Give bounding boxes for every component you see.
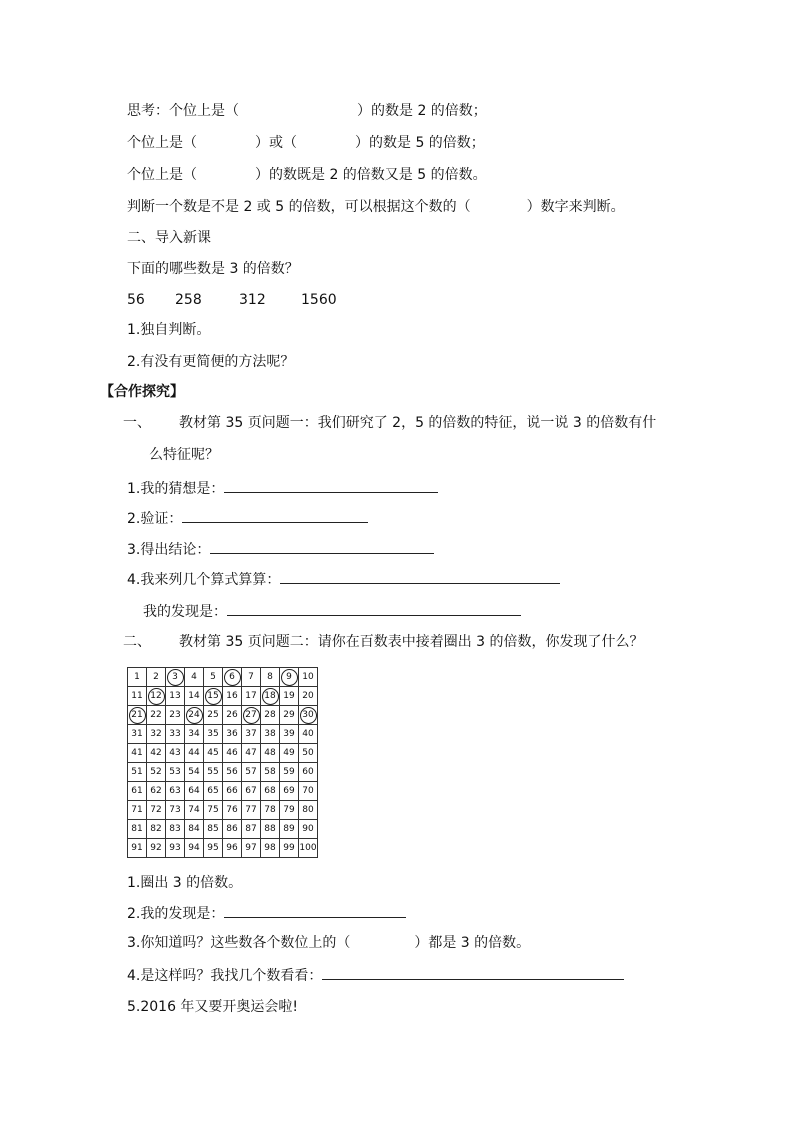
think-line-1 [127, 101, 487, 121]
grid-cell[interactable] [204, 687, 223, 706]
answer-line[interactable] [224, 903, 406, 918]
grid-cell[interactable] [223, 668, 242, 687]
grid-number: 59 [283, 767, 295, 777]
grid-number: 71 [131, 805, 143, 815]
section-title-explore: 【合作探究】 [100, 384, 184, 400]
grid-number: 51 [131, 767, 143, 777]
grid-cell[interactable] [242, 744, 261, 763]
grid-cell[interactable] [166, 820, 185, 839]
grid-number: 26 [226, 710, 238, 720]
grid-cell[interactable] [223, 706, 242, 725]
question-2-label: 2.验证： [127, 511, 183, 527]
answer-line[interactable] [224, 478, 438, 493]
grid-cell[interactable] [261, 706, 280, 725]
grid-number: 80 [302, 805, 314, 815]
grid-number: 87 [245, 824, 257, 834]
grid-number: 8 [267, 672, 273, 682]
grid-cell[interactable] [185, 763, 204, 782]
grid-number: 55 [207, 767, 219, 777]
grid-row [128, 725, 318, 744]
problem-1 [123, 413, 656, 433]
think-line-4 [127, 197, 625, 217]
grid-row [128, 801, 318, 820]
number-item: 1560 [301, 292, 337, 308]
grid-cell[interactable] [242, 763, 261, 782]
grid-cell[interactable] [223, 801, 242, 820]
circled-number: 21 [129, 707, 146, 724]
think-line-2 [127, 133, 485, 153]
grid-cell[interactable] [280, 725, 299, 744]
grid-cell[interactable] [166, 782, 185, 801]
grid-cell[interactable] [147, 725, 166, 744]
grid-number: 70 [302, 786, 314, 796]
grid-cell[interactable] [166, 725, 185, 744]
grid-cell[interactable] [147, 782, 166, 801]
number-list [127, 290, 337, 310]
grid-number: 89 [283, 824, 295, 834]
grid-number: 2 [153, 672, 159, 682]
grid-number: 46 [226, 748, 238, 758]
grid-cell[interactable] [242, 839, 261, 858]
question-4b-label: 我的发现是： [143, 604, 227, 620]
grid-cell[interactable] [128, 687, 147, 706]
grid-row [128, 668, 318, 687]
circled-number: 18 [262, 688, 279, 705]
grid-number: 86 [226, 824, 238, 834]
circled-number: 12 [148, 688, 165, 705]
grid-cell[interactable] [261, 763, 280, 782]
grid-number: 81 [131, 824, 143, 834]
grid-number: 14 [188, 691, 200, 701]
grid-number: 88 [264, 824, 276, 834]
question-4 [127, 569, 560, 590]
grid-cell[interactable] [242, 706, 261, 725]
grid-cell[interactable] [204, 801, 223, 820]
grid-cell[interactable] [242, 820, 261, 839]
grid-cell[interactable] [280, 744, 299, 763]
grid-number: 37 [245, 729, 257, 739]
answer-line[interactable] [182, 508, 368, 523]
grid-cell[interactable] [204, 782, 223, 801]
question-4b [143, 601, 521, 622]
grid-row [128, 744, 318, 763]
grid-cell[interactable] [185, 687, 204, 706]
grid-number: 4 [191, 672, 197, 682]
think-line-3-pre: 个位上是（ [127, 167, 197, 183]
grid-number: 36 [226, 729, 238, 739]
grid-cell[interactable] [280, 801, 299, 820]
grid-number: 84 [188, 824, 200, 834]
grid-number: 65 [207, 786, 219, 796]
grid-number: 16 [226, 691, 238, 701]
grid-number: 45 [207, 748, 219, 758]
think-line-2-pre: 个位上是（ [127, 135, 197, 151]
grid-cell[interactable] [166, 839, 185, 858]
grid-cell[interactable] [185, 801, 204, 820]
think-line-2-mid: ）或（ [255, 135, 297, 151]
grid-number: 100 [299, 843, 317, 853]
answer-line[interactable] [227, 601, 521, 616]
grid-cell[interactable] [280, 687, 299, 706]
grid-cell[interactable] [261, 744, 280, 763]
grid-cell[interactable] [280, 706, 299, 725]
grid-cell[interactable] [147, 801, 166, 820]
grid-cell[interactable] [299, 839, 318, 858]
grid-number: 95 [207, 843, 219, 853]
intro-step-1: 1.独自判断。 [127, 322, 211, 338]
grid-cell[interactable] [299, 782, 318, 801]
grid-number: 25 [207, 710, 219, 720]
circled-number: 15 [205, 688, 222, 705]
grid-number: 76 [226, 805, 238, 815]
grid-cell[interactable] [166, 744, 185, 763]
result-4 [127, 965, 624, 986]
grid-row [128, 839, 318, 858]
grid-number: 63 [169, 786, 181, 796]
think-line-3-post: ）的数既是 2 的倍数又是 5 的倍数。 [255, 167, 487, 183]
grid-cell[interactable] [147, 763, 166, 782]
grid-number: 43 [169, 748, 181, 758]
grid-cell[interactable] [204, 725, 223, 744]
grid-number: 22 [150, 710, 162, 720]
grid-cell[interactable] [299, 763, 318, 782]
grid-number: 54 [188, 767, 200, 777]
grid-number: 66 [226, 786, 238, 796]
grid-cell[interactable] [185, 725, 204, 744]
grid-number: 5 [210, 672, 216, 682]
think-line-2-post: ）的数是 5 的倍数； [355, 135, 485, 151]
grid-cell[interactable] [280, 820, 299, 839]
problem-2-number: 二、 [123, 634, 151, 650]
grid-number: 10 [302, 672, 314, 682]
circled-number: 30 [300, 707, 317, 724]
grid-cell[interactable] [128, 744, 147, 763]
grid-number: 49 [283, 748, 295, 758]
grid-cell[interactable] [261, 782, 280, 801]
grid-cell[interactable] [261, 839, 280, 858]
grid-cell[interactable] [242, 801, 261, 820]
grid-cell[interactable] [147, 687, 166, 706]
grid-row [128, 687, 318, 706]
grid-number: 48 [264, 748, 276, 758]
grid-number: 23 [169, 710, 181, 720]
grid-cell[interactable] [242, 725, 261, 744]
grid-cell[interactable] [242, 668, 261, 687]
grid-number: 62 [150, 786, 162, 796]
grid-cell[interactable] [166, 763, 185, 782]
grid-cell[interactable] [185, 820, 204, 839]
grid-number: 31 [131, 729, 143, 739]
grid-number: 82 [150, 824, 162, 834]
grid-number: 32 [150, 729, 162, 739]
number-item: 258 [175, 292, 202, 308]
number-item: 56 [127, 292, 145, 308]
intro-question: 下面的哪些数是 3 的倍数？ [127, 261, 299, 277]
circled-number: 9 [281, 669, 298, 686]
circled-number: 3 [167, 669, 184, 686]
grid-cell[interactable] [261, 801, 280, 820]
grid-cell[interactable] [185, 744, 204, 763]
grid-cell[interactable] [166, 668, 185, 687]
result-3 [127, 933, 530, 953]
grid-number: 99 [283, 843, 295, 853]
grid-number: 20 [302, 691, 314, 701]
grid-number: 17 [245, 691, 257, 701]
grid-cell[interactable] [299, 706, 318, 725]
grid-number: 34 [188, 729, 200, 739]
grid-cell[interactable] [128, 725, 147, 744]
grid-cell[interactable] [299, 687, 318, 706]
grid-cell[interactable] [261, 687, 280, 706]
grid-cell[interactable] [147, 839, 166, 858]
grid-number: 35 [207, 729, 219, 739]
grid-number: 7 [248, 672, 254, 682]
grid-cell[interactable] [223, 839, 242, 858]
grid-cell[interactable] [128, 839, 147, 858]
result-2-label: 2.我的发现是： [127, 906, 225, 922]
grid-number: 53 [169, 767, 181, 777]
result-3-post: ）都是 3 的倍数。 [414, 935, 531, 951]
grid-number: 79 [283, 805, 295, 815]
grid-cell[interactable] [204, 744, 223, 763]
grid-cell[interactable] [166, 706, 185, 725]
think-line-3 [127, 165, 487, 185]
think-line-4-pre: 判断一个数是不是 2 或 5 的倍数，可以根据这个数的（ [127, 199, 471, 215]
grid-cell[interactable] [185, 706, 204, 725]
grid-cell[interactable] [147, 744, 166, 763]
grid-cell[interactable] [185, 839, 204, 858]
problem-1-continuation: 么特征呢？ [149, 447, 219, 463]
grid-number: 75 [207, 805, 219, 815]
grid-cell[interactable] [261, 725, 280, 744]
circled-number: 27 [243, 707, 260, 724]
grid-cell[interactable] [223, 687, 242, 706]
result-3-pre: 3.你知道吗？这些数各个数位上的（ [127, 935, 351, 951]
hundred-chart [127, 667, 318, 858]
grid-cell[interactable] [204, 706, 223, 725]
question-3-label: 3.得出结论： [127, 542, 211, 558]
grid-number: 64 [188, 786, 200, 796]
grid-number: 52 [150, 767, 162, 777]
grid-row [128, 763, 318, 782]
grid-number: 19 [283, 691, 295, 701]
result-5: 5.2016 年又要开奥运会啦! [127, 999, 299, 1015]
grid-cell[interactable] [128, 820, 147, 839]
problem-2-text: 教材第 35 页问题二：请你在百数表中接着圈出 3 的倍数，你发现了什么？ [179, 634, 644, 650]
grid-cell[interactable] [223, 820, 242, 839]
grid-number: 72 [150, 805, 162, 815]
grid-cell[interactable] [299, 801, 318, 820]
grid-number: 56 [226, 767, 238, 777]
grid-row [128, 782, 318, 801]
grid-cell[interactable] [204, 668, 223, 687]
think-line-1-pre: 思考：个位上是（ [127, 103, 239, 119]
result-4-label: 4.是这样吗？我找几个数看看： [127, 968, 323, 984]
grid-number: 92 [150, 843, 162, 853]
grid-number: 83 [169, 824, 181, 834]
grid-number: 98 [264, 843, 276, 853]
question-3 [127, 539, 434, 560]
grid-number: 39 [283, 729, 295, 739]
grid-row [128, 706, 318, 725]
question-1-label: 1.我的猜想是： [127, 481, 225, 497]
grid-number: 1 [134, 672, 140, 682]
grid-cell[interactable] [280, 668, 299, 687]
grid-cell[interactable] [128, 782, 147, 801]
grid-number: 74 [188, 805, 200, 815]
grid-number: 33 [169, 729, 181, 739]
grid-cell[interactable] [299, 744, 318, 763]
grid-cell[interactable] [223, 725, 242, 744]
grid-cell[interactable] [280, 782, 299, 801]
grid-number: 41 [131, 748, 143, 758]
grid-cell[interactable] [242, 782, 261, 801]
grid-number: 97 [245, 843, 257, 853]
grid-number: 77 [245, 805, 257, 815]
grid-row [128, 820, 318, 839]
problem-1-text: 教材第 35 页问题一：我们研究了 2，5 的倍数的特征，说一说 3 的倍数有什 [179, 415, 657, 431]
result-1: 1.圈出 3 的倍数。 [127, 875, 243, 891]
result-2 [127, 903, 406, 924]
grid-number: 73 [169, 805, 181, 815]
grid-cell[interactable] [280, 839, 299, 858]
grid-cell[interactable] [242, 687, 261, 706]
grid-cell[interactable] [128, 668, 147, 687]
grid-number: 90 [302, 824, 314, 834]
grid-number: 28 [264, 710, 276, 720]
question-1 [127, 478, 438, 499]
grid-number: 69 [283, 786, 295, 796]
grid-number: 40 [302, 729, 314, 739]
grid-cell[interactable] [204, 820, 223, 839]
grid-cell[interactable] [223, 782, 242, 801]
grid-cell[interactable] [128, 763, 147, 782]
grid-number: 42 [150, 748, 162, 758]
problem-1-number: 一、 [123, 415, 151, 431]
grid-number: 29 [283, 710, 295, 720]
grid-number: 13 [169, 691, 181, 701]
grid-number: 57 [245, 767, 257, 777]
grid-number: 61 [131, 786, 143, 796]
grid-cell[interactable] [204, 763, 223, 782]
grid-number: 44 [188, 748, 200, 758]
grid-number: 68 [264, 786, 276, 796]
grid-cell[interactable] [166, 687, 185, 706]
grid-cell[interactable] [128, 706, 147, 725]
grid-number: 67 [245, 786, 257, 796]
answer-line[interactable] [322, 965, 624, 980]
grid-number: 94 [188, 843, 200, 853]
answer-line[interactable] [280, 569, 560, 584]
circled-number: 6 [224, 669, 241, 686]
answer-line[interactable] [210, 539, 434, 554]
grid-number: 96 [226, 843, 238, 853]
grid-cell[interactable] [204, 839, 223, 858]
grid-cell[interactable] [261, 820, 280, 839]
grid-number: 38 [264, 729, 276, 739]
grid-number: 78 [264, 805, 276, 815]
grid-number: 85 [207, 824, 219, 834]
grid-cell[interactable] [185, 782, 204, 801]
intro-step-2: 2.有没有更简便的方法呢？ [127, 354, 295, 370]
section-title-intro: 二、导入新课 [127, 230, 211, 246]
grid-cell[interactable] [128, 801, 147, 820]
number-item: 312 [239, 292, 266, 308]
grid-cell[interactable] [280, 763, 299, 782]
grid-number: 50 [302, 748, 314, 758]
grid-number: 58 [264, 767, 276, 777]
grid-cell[interactable] [185, 668, 204, 687]
grid-cell[interactable] [299, 820, 318, 839]
grid-number: 91 [131, 843, 143, 853]
grid-cell[interactable] [147, 706, 166, 725]
question-4-label: 4.我来列几个算式算算： [127, 572, 281, 588]
grid-cell[interactable] [147, 668, 166, 687]
think-line-4-post: ）数字来判断。 [526, 199, 625, 215]
problem-2 [123, 632, 644, 652]
grid-cell[interactable] [261, 668, 280, 687]
grid-cell[interactable] [299, 725, 318, 744]
circled-number: 24 [186, 707, 203, 724]
grid-cell[interactable] [223, 763, 242, 782]
grid-cell[interactable] [223, 744, 242, 763]
grid-number: 93 [169, 843, 181, 853]
grid-cell[interactable] [147, 820, 166, 839]
question-2 [127, 508, 368, 529]
grid-cell[interactable] [299, 668, 318, 687]
grid-number: 47 [245, 748, 257, 758]
grid-number: 11 [131, 691, 143, 701]
grid-cell[interactable] [166, 801, 185, 820]
grid-number: 60 [302, 767, 314, 777]
think-line-1-post: ）的数是 2 的倍数； [357, 103, 487, 119]
